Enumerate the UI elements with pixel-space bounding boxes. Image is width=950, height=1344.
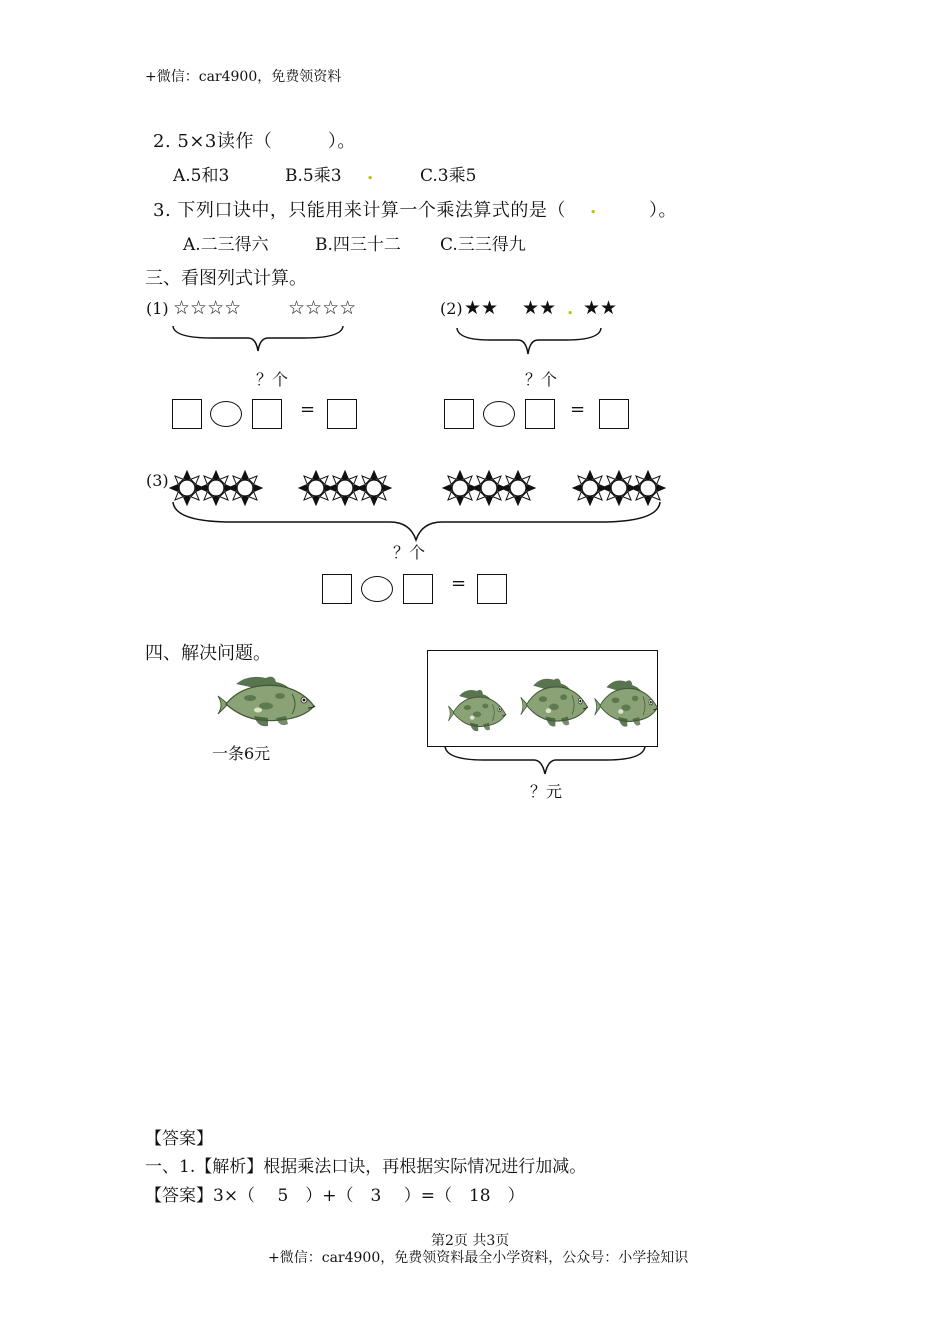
header-wechat: +微信：car4900，免费领资料 (145, 69, 342, 85)
q2-option-c: C.3乘5 (420, 166, 477, 186)
p3-sun-groups (0, 0, 950, 520)
fish-question: ？元 (530, 782, 563, 801)
p2-star-group-1: ★★ (464, 297, 499, 319)
p2-label: (2) (440, 299, 463, 318)
page-number: 第2页 共3页 (431, 1233, 510, 1249)
fish-drawing (448, 690, 506, 731)
fish-brace (444, 744, 646, 776)
footer-wechat: +微信：car4900，免费领资料最全小学资料，公众号：小学捡知识 (268, 1250, 689, 1266)
p1-star-group-2: ☆☆☆☆ (288, 297, 357, 319)
answer-box[interactable] (322, 574, 352, 604)
answer-box[interactable] (403, 574, 433, 604)
fish-image (214, 672, 318, 732)
p2-star-group-2: ★★ (522, 297, 557, 319)
p1-star-group-1: ☆☆☆☆ (173, 297, 242, 319)
q2-option-a: A.5和3 (173, 166, 230, 186)
p2-star-group-3: ★★ (583, 297, 618, 319)
answers-line-2: 【答案】3×（ 5 ）+（ 3 ）=（ 18 ） (145, 1186, 525, 1206)
q3-option-c: C.三三得九 (440, 235, 526, 255)
p2-question: ？个 (525, 370, 558, 389)
q3-option-a: A.二三得六 (183, 235, 269, 255)
equals-sign: = (300, 399, 316, 420)
equals-sign: = (451, 573, 467, 594)
q2-stem: 2. 5×3读作（ ）。 (153, 131, 356, 152)
q3-stem-a: 3. 下列口诀中，只能用来计算一个乘法算式的是（ (153, 200, 566, 221)
p3-label: (3) (146, 471, 169, 490)
fish-drawing (218, 677, 315, 727)
answer-box[interactable] (477, 574, 507, 604)
p1-question: ？个 (256, 370, 289, 389)
fish-drawing (595, 680, 658, 726)
fish-image (518, 674, 590, 732)
q2-option-b: B.5乘3 (285, 166, 342, 186)
p1-label: (1) (146, 299, 169, 318)
q3-stem-b: ）。 (612, 200, 677, 221)
answers-title: 【答案】 (145, 1129, 213, 1149)
marker-dot: . (590, 197, 597, 218)
operator-oval[interactable] (361, 576, 393, 602)
marker-dot: . (367, 163, 374, 184)
p3-brace (172, 500, 662, 544)
section3-title: 三、看图列式计算。 (145, 268, 307, 289)
p3-question: ？个 (393, 543, 426, 562)
fish-image (592, 676, 660, 732)
section4-title: 四、解决问题。 (145, 643, 271, 664)
answers-line-1: 一、1.【解析】根据乘法口诀，再根据实际情况进行加减。 (145, 1157, 587, 1177)
q3-option-b: B.四三十二 (315, 235, 401, 255)
fish-drawing (521, 679, 588, 727)
marker-dot: . (567, 298, 574, 319)
fish-image (446, 686, 508, 736)
equals-sign: = (570, 399, 586, 420)
fish-price-label: 一条6元 (212, 744, 271, 763)
